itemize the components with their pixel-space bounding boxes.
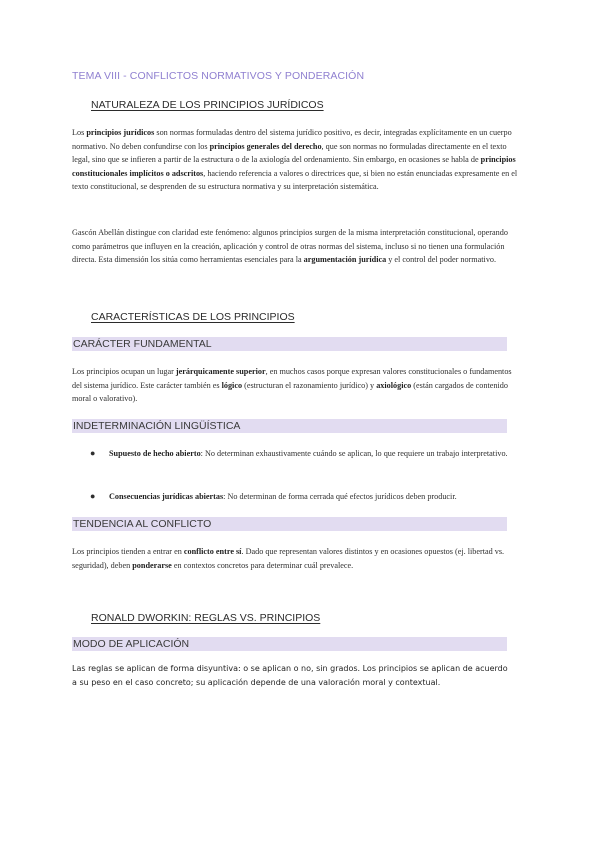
- paragraph-principios-juridicos: Los principios jurídicos son normas formuladas dentro del sistema jurídico positivo, es decir, integradas explícitamente en un cuerpo normativo. No deben confundirse con los principios generales del derecho, que son normas no formuladas directamente en el texto legal, sino que se infieren a partir de la estructura o de la axiología del ordenamiento. Sin embargo, en ocasiones se habla de principios constitucionales implícitos o adscritos, haciendo referencia a valores o directrices que, si bien no están enunciadas expresamente en el texto constitucional, se desprenden de su estructura normativa y su interpretación sistemática.: [72, 128, 518, 192]
- paragraph-caracter-fundamental: Los principios ocupan un lugar jerárquicamente superior, en muchos casos porque expresan valores constitucionales o fundamentos del sistema jurídico. Este carácter también es lógico (estructuran el razonamiento jurídico) y axiológico (están cargados de contenido moral o valorativo).: [72, 367, 512, 404]
- page-title: TEMA VIII - CONFLICTOS NORMATIVOS Y PONDERACIÓN: [72, 70, 365, 82]
- subheading-tendencia-conflicto: TENDENCIA AL CONFLICTO: [72, 517, 507, 531]
- section-heading-caracteristicas: CARACTERÍSTICAS DE LOS PRINCIPIOS: [91, 311, 295, 323]
- subheading-modo-aplicacion: MODO DE APLICACIÓN: [72, 637, 507, 651]
- section-heading-naturaleza: NATURALEZA DE LOS PRINCIPIOS JURÍDICOS: [91, 99, 324, 111]
- subheading-caracter-fundamental: CARÁCTER FUNDAMENTAL: [72, 337, 507, 351]
- paragraph-tendencia-conflicto: Los principios tienden a entrar en conflicto entre sí. Dado que representan valores distintos y en ocasiones opuestos (ej. libertad vs. seguridad), deben ponderarse en contextos concretos para determinar cuál prevalece.: [72, 547, 505, 570]
- bullet-icon: ●: [90, 448, 96, 458]
- bullet-icon: ●: [90, 491, 96, 501]
- section-heading-dworkin: RONALD DWORKIN: REGLAS VS. PRINCIPIOS: [91, 612, 321, 624]
- paragraph-gascon-abellan: Gascón Abellán distingue con claridad este fenómeno: algunos principios surgen de la misma interpretación constitucional, operando como parámetros que influyen en la creación, aplicación y control de otras normas del sistema, incluso si no tienen una formulación directa. Esta dimensión los sitúa como herramientas esenciales para la argumentación jurídica y el control del poder normativo.: [72, 228, 508, 265]
- document-page: TEMA VIII - CONFLICTOS NORMATIVOS Y PONDERACIÓN NATURALEZA DE LOS PRINCIPIOS JURÍDICOS Los principios jurídicos son normas formuladas dentro del sistema jurídico positivo, es decir, integradas explícitamente en un cuerpo normativo. No deben confundirse con los principios generales del derecho, que son normas no formuladas directamente en el texto legal, sino que se infieren a partir de la estructura o de la axiología del ordenamiento. Sin embargo, en ocasiones se habla de principios constitucionales implícitos o adscritos, haciendo referencia a valores o directrices que, si bien no están enunciadas expresamente en el texto constitucional, se desprenden de su estructura normativa y su interpretación sistemática. Gascón Abellán distingue con claridad este fenómeno: algunos principios surgen de la misma interpretación constitucional, operando como parámetros que influyen en la creación, aplicación y control de otras normas del sistema, incluso si no tienen una formulación directa. Esta dimensión los sitúa como herramientas esenciales para la argumentación jurídica y el control del poder normativo. CARACTERÍSTICAS DE LOS PRINCIPIOS CARÁCTER FUNDAMENTAL Los principios ocupan un lugar jerárquicamente superior, en muchos casos porque expresan valores constitucionales o fundamentos del sistema jurídico. Este carácter también es lógico (estructuran el razonamiento jurídico) y axiológico (están cargados de contenido moral o valorativo). INDETERMINACIÓN LINGÜÍSTICA ● Supuesto de hecho abierto: No determinan exhaustivamente cuándo se aplican, lo que requiere un trabajo interpretativo. ● Consecuencias jurídicas abiertas: No determinan de forma cerrada qué efectos jurídicos deben producir. TENDENCIA AL CONFLICTO Los principios tienden a entrar en conflicto entre sí. Dado que representan valores distintos y en ocasiones opuestos (ej. libertad vs. seguridad), deben ponderarse en contextos concretos para determinar cuál prevalece. RONALD DWORKIN: REGLAS VS. PRINCIPIOS MODO DE APLICACIÓN Las reglas se aplican de forma disyuntiva: o se aplican o no, sin grados. Los principios se aplican de acuerdo a su peso en el caso concreto; su aplicación depende de una valoración moral y contextual.: [0, 0, 600, 848]
- paragraph-modo-aplicacion: Las reglas se aplican de forma disyuntiva: o se aplican o no, sin grados. Los principios se aplican de acuerdo a su peso en el caso concreto; su aplicación depende de una valoración moral y contextual.: [72, 664, 508, 687]
- subheading-indeterminacion: INDETERMINACIÓN LINGÜÍSTICA: [72, 419, 507, 433]
